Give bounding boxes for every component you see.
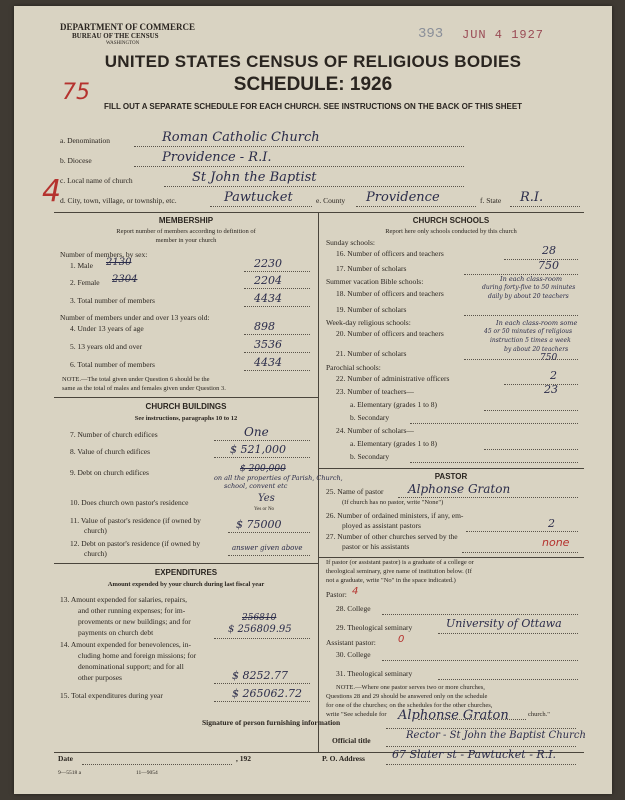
assistant-mark: 0: [398, 634, 405, 645]
membership-subheading2: member in your church: [155, 237, 217, 244]
debt-note1: on all the properties of Parish, Church,: [214, 474, 343, 482]
q27-line2: pastor or his assistants: [342, 542, 410, 551]
q20-note1: In each class-room some: [496, 319, 578, 327]
total2-value: 4434: [254, 356, 282, 369]
q20-note4: by about 20 teachers: [504, 346, 569, 353]
signature-value: Alphonse Graton: [398, 708, 509, 723]
grad-line1: If pastor (or assistant pastor) is a graduate of a college or: [326, 559, 474, 566]
res-value-value: $ 75000: [236, 518, 282, 531]
grad-line3: not a graduate, write "No" in the space indicated.): [326, 577, 456, 584]
form-code-2: 11—9054: [136, 770, 158, 776]
q16-value: 28: [542, 244, 556, 257]
q23-value: 23: [544, 383, 558, 396]
total-label: 3. Total number of members: [70, 296, 155, 305]
edifices-value: One: [244, 425, 269, 439]
schools-heading: CHURCH SCHOOLS: [412, 216, 490, 225]
q25-label: 25. Name of pastor: [326, 487, 384, 496]
q17-label: 17. Number of scholars: [336, 264, 407, 273]
male-value: 2230: [254, 257, 282, 270]
title-value: Rector - St John the Baptist Church: [406, 730, 586, 741]
summer-label: Summer vacation Bible schools:: [326, 277, 424, 286]
residence-hint: Yes or No: [254, 507, 275, 512]
q13-line1: 13. Amount expended for salaries, repairs,: [60, 595, 188, 604]
q21-label: 21. Number of scholars: [336, 349, 407, 358]
signature-label: Signature of person furnishing information: [202, 718, 341, 727]
total-value: 4434: [254, 292, 282, 305]
pastor-mark: 4: [352, 586, 359, 597]
q13-value: $ 256809.95: [228, 624, 292, 635]
under13-value: 898: [254, 320, 275, 333]
state-label: f. State: [480, 196, 502, 205]
debt-label: 9. Debt on church edifices: [70, 468, 149, 477]
res-value-label2: church): [84, 526, 107, 535]
membership-note1: NOTE.—The total given under Question 6 should be the: [62, 376, 210, 383]
state-value: R.I.: [520, 190, 544, 205]
q24a-label: a. Elementary (grades 1 to 8): [350, 439, 438, 448]
date-suffix: , 192: [236, 754, 251, 763]
q13-line3: provements or new buildings; and for: [78, 617, 191, 626]
q29-value: University of Ottawa: [446, 617, 562, 630]
q20-note3: instruction 5 times a week: [490, 337, 571, 344]
pastor-note4: write "See schedule for: [326, 711, 387, 718]
q22-value: 2: [550, 369, 557, 382]
value-label: 8. Value of church edifices: [70, 447, 151, 456]
expenditures-heading: EXPENDITURES: [154, 568, 218, 577]
expenditures-subheading: Amount expended by your church during last fiscal year: [107, 581, 265, 588]
q15-label: 15. Total expenditures during year: [60, 691, 163, 700]
city-value: Pawtucket: [224, 190, 293, 205]
q24-label: 24. Number of scholars—: [336, 426, 414, 435]
assistant-label: Assistant pastor:: [326, 638, 376, 647]
membership-note2: same as the total of males and females given under Question 3.: [62, 385, 226, 392]
grad-line2: theological seminary, give name of institution below. (If: [326, 568, 472, 575]
residence-value: Yes: [258, 493, 275, 504]
city: WASHINGTON: [106, 41, 140, 46]
parochial-label: Parochial schools:: [326, 363, 381, 372]
q14-value: $ 8252.77: [232, 669, 288, 682]
membership-subheading1: Report number of members according to definition of: [116, 228, 256, 235]
q25-value: Alphonse Graton: [408, 482, 511, 496]
q22-label: 22. Number of administrative officers: [336, 374, 450, 383]
form-code: 9—5518 a: [58, 770, 82, 776]
q23a-label: a. Elementary (grades 1 to 8): [350, 400, 438, 409]
county-label: e. County: [316, 196, 346, 205]
q29-label: 29. Theological seminary: [336, 623, 413, 632]
q30-label: 30. College: [336, 650, 371, 659]
q21-value: 750: [540, 353, 558, 363]
q19-label: 19. Number of scholars: [336, 305, 407, 314]
instruction: FILL OUT A SEPARATE SCHEDULE FOR EACH CHURCH. SEE INSTRUCTIONS ON THE BACK OF THIS SHEET: [103, 102, 523, 111]
address-value: 67 Slater st - Pawtucket - R.I.: [392, 748, 557, 761]
margin-mark: 4: [42, 174, 62, 209]
pastor-note1: NOTE.—Where one pastor serves two or more churches,: [336, 684, 485, 691]
weekday-label: Week-day religious schools:: [326, 318, 411, 327]
q28-label: 28. College: [336, 604, 371, 613]
address-label: P. O. Address: [322, 754, 365, 763]
female-value: 2204: [254, 274, 282, 287]
membership-heading: MEMBERSHIP: [158, 216, 214, 225]
pastor-note5: church.": [528, 711, 550, 718]
q24b-label: b. Secondary: [350, 452, 390, 461]
pastor-note3: for one of the churches; on the schedules for the other churches,: [326, 702, 493, 709]
local-name-value: St John the Baptist: [192, 170, 317, 185]
q16-label: 16. Number of officers and teachers: [336, 249, 444, 258]
q18-note2: during forty-five to 50 minutes: [482, 284, 576, 291]
margin-number: 75: [62, 80, 90, 105]
census-form: [14, 6, 612, 794]
buildings-heading: CHURCH BUILDINGS: [145, 402, 227, 411]
q14-line4: other purposes: [78, 673, 122, 682]
female-crossed: 2304: [112, 274, 138, 285]
edifices-label: 7. Number of church edifices: [70, 430, 158, 439]
q26-line1: 26. Number of ordained ministers, if any, em-: [326, 511, 464, 520]
q18-label: 18. Number of officers and teachers: [336, 289, 444, 298]
q14-line2: cluding home and foreign missions; for: [78, 651, 197, 660]
q26-line2: ployed as assistant pastors: [342, 521, 421, 530]
over13-label: 5. 13 years old and over: [70, 342, 143, 351]
debt-crossed: $ 200,000: [240, 464, 286, 474]
q13-line2: and other running expenses; for im-: [78, 606, 186, 615]
denomination-label: a. Denomination: [60, 136, 110, 145]
res-debt-value: answer given above: [232, 544, 303, 552]
res-debt-label1: 12. Debt on pastor's residence (if owned by: [70, 539, 201, 548]
pastor-note2: Questions 28 and 29 should be answered only on the schedule: [326, 693, 488, 700]
res-debt-label2: church): [84, 549, 107, 558]
title-label: Official title: [332, 736, 371, 745]
total2-label: 6. Total number of members: [70, 360, 155, 369]
buildings-subheading: See instructions, paragraphs 10 to 12: [134, 415, 238, 422]
date-label: Date: [58, 754, 73, 763]
department: DEPARTMENT OF COMMERCE: [60, 22, 196, 32]
q18-note1: In each class-room: [500, 275, 562, 283]
q18-note3: daily by about 20 teachers: [488, 293, 569, 300]
under13-label: 4. Under 13 years of age: [70, 324, 144, 333]
q23-label: 23. Number of teachers—: [336, 387, 414, 396]
stamp-date: JUN 4 1927: [462, 28, 545, 42]
q17-value: 750: [538, 259, 559, 272]
schools-subheading: Report here only schools conducted by this church: [385, 228, 517, 235]
debt-note2: school, convent etc: [224, 482, 288, 490]
q23b-label: b. Secondary: [350, 413, 390, 422]
q26-value: 2: [548, 517, 555, 530]
pastor-label: Pastor:: [326, 590, 347, 599]
schedule-title: SCHEDULE: 1926: [233, 74, 393, 95]
q14-line1: 14. Amount expended for benevolences, in-: [60, 640, 192, 649]
q20-note2: 45 or 50 minutes of religious: [484, 328, 573, 335]
male-crossed: 2130: [106, 257, 132, 268]
res-value-label1: 11. Value of pastor's residence (if owned by: [70, 516, 201, 525]
q13-line4: payments on church debt: [78, 628, 154, 637]
stamp-number: 393: [418, 26, 444, 42]
q27-value: none: [542, 536, 570, 549]
pastor-heading: PASTOR: [434, 472, 468, 481]
bureau: BUREAU OF THE CENSUS: [72, 32, 159, 40]
q15-value: $ 265062.72: [232, 687, 302, 700]
q14-line3: denominational support; and for all: [78, 662, 184, 671]
residence-label: 10. Does church own pastor's residence: [70, 498, 189, 507]
diocese-value: Providence - R.I.: [162, 150, 272, 165]
q20-label: 20. Number of officers and teachers: [336, 329, 444, 338]
q25-hint: (If church has no pastor, write "None"): [342, 499, 444, 506]
local-name-label: c. Local name of church: [60, 176, 133, 185]
denomination-value: Roman Catholic Church: [162, 130, 320, 145]
q13-crossed: 256810: [242, 613, 277, 623]
form-title: UNITED STATES CENSUS OF RELIGIOUS BODIES: [104, 52, 522, 71]
city-label: d. City, town, village, or township, etc.: [60, 196, 177, 205]
under-over-label: Number of members under and over 13 years old:: [60, 313, 210, 322]
q27-line1: 27. Number of other churches served by the: [326, 532, 458, 541]
diocese-label: b. Diocese: [60, 156, 92, 165]
female-label: 2. Female: [70, 278, 100, 287]
county-value: Providence: [366, 190, 440, 205]
q31-label: 31. Theological seminary: [336, 669, 413, 678]
value-value: $ 521,000: [230, 443, 286, 456]
sunday-label: Sunday schools:: [326, 238, 375, 247]
over13-value: 3536: [254, 338, 282, 351]
by-sex-label: Number of members, by sex:: [60, 250, 148, 259]
male-label: 1. Male: [70, 261, 93, 270]
